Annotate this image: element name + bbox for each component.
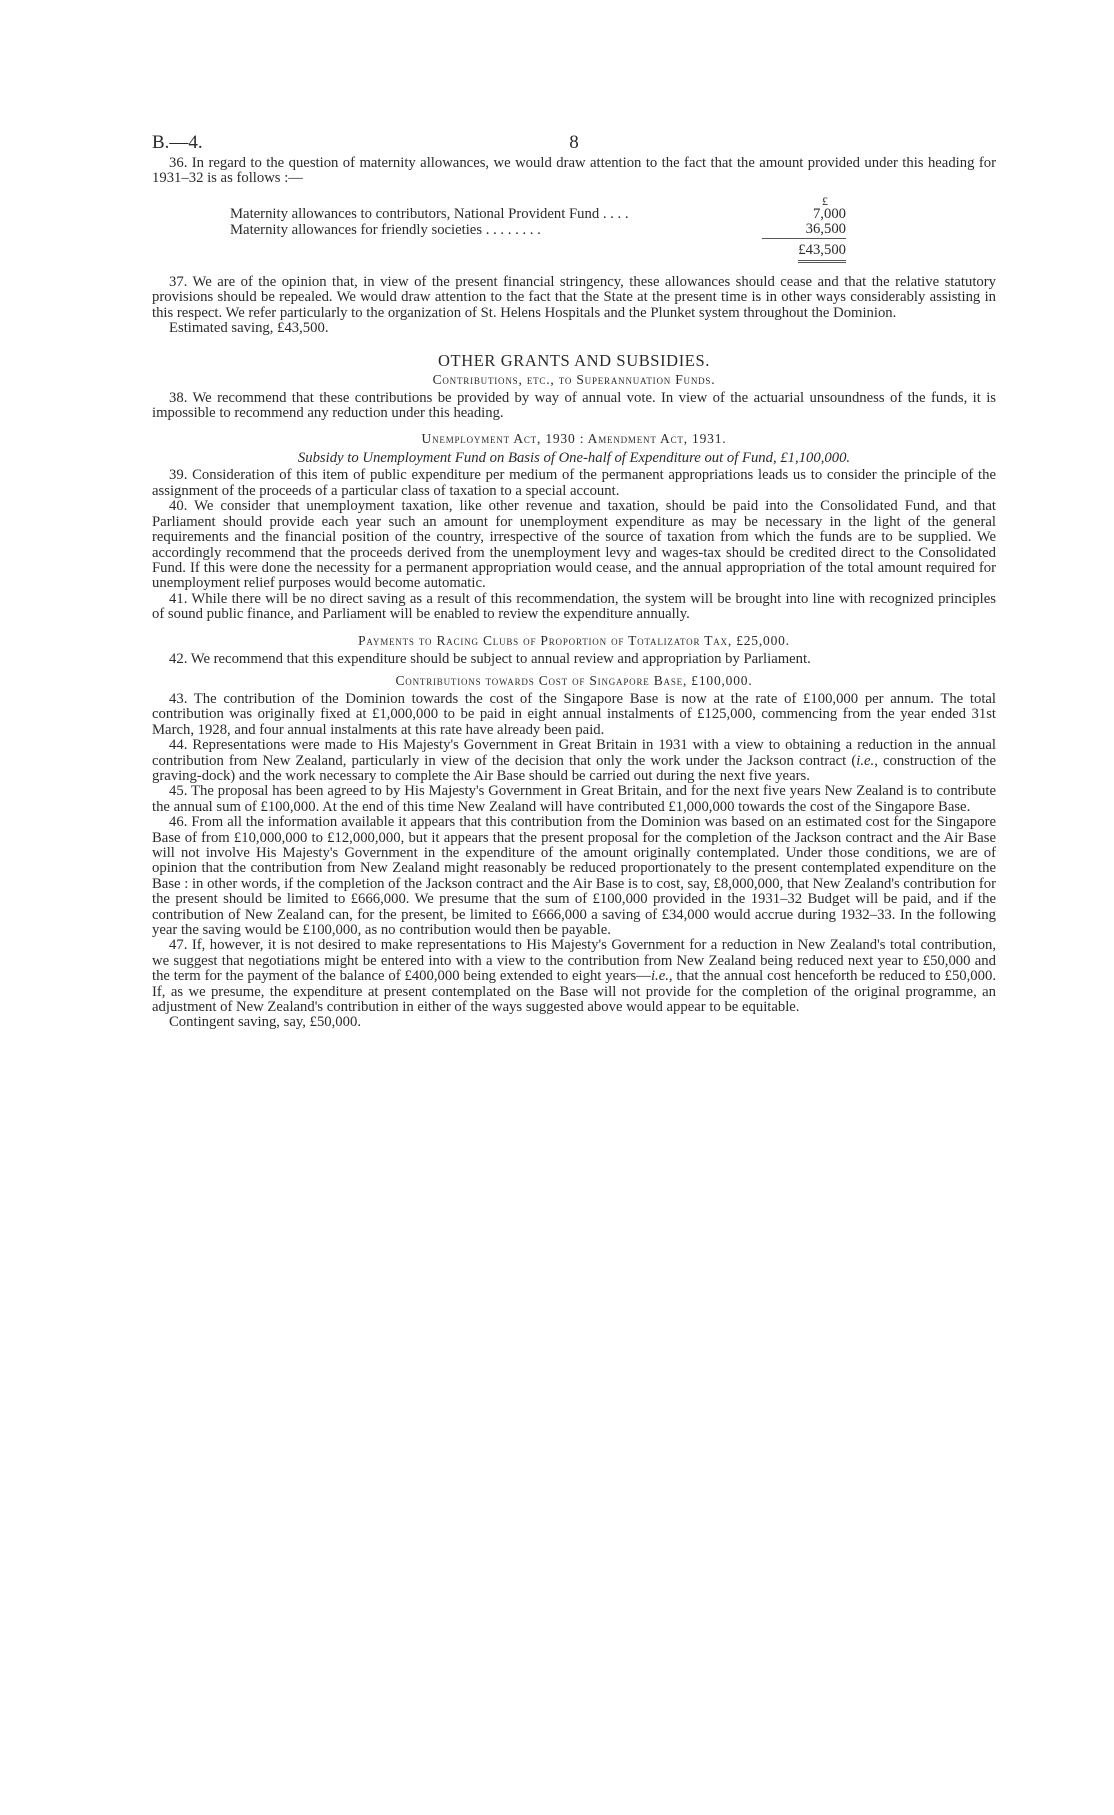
paragraph-39: 39. Consideration of this item of public expenditure per medium of the permanent appropriations leads us to consider the principle of the assignment of the proceeds of a particular class of taxation to a special account. [152, 467, 996, 499]
allowance-amount: 7,000 [812, 205, 846, 222]
paragraph-38: 38. We recommend that these contributions be provided by way of annual vote. In view of the actuarial unsoundness of the funds, it is impossible to recommend any reduction under this heading. [152, 389, 996, 422]
heading-superannuation: Contributions, etc., to Superannuation Funds. [432, 371, 716, 387]
paragraph-45: 45. The proposal has been agreed to by His Majesty's Government in Great Britain, and for the next five years New Zealand is to contribute the annual sum of £100,000. At the end of this time New Zealand will have contributed £1,000,000 towards the cost of the Singapore Base. [152, 783, 996, 815]
allowance-label: Maternity allowances to contributors, National Provident Fund . . . . [230, 205, 629, 222]
contingent-saving-47: Contingent saving, say, £50,000. [169, 1014, 362, 1031]
allowance-total: £43,500 [798, 243, 846, 263]
paragraph-44: 44. Representations were made to His Majesty's Government in Great Britain in 1931 with a view to obtaining a reduction in the annual contribution from New Zealand, particularly in view of the decision that only the work under the Jackson contract (i.e., construction of the graving-dock) and the work necessary to complete the Air Base should be carried out during the next five years. [152, 737, 996, 784]
paragraph-42: 42. We recommend that this expenditure should be subject to annual review and appropriation by Parliament. [169, 650, 811, 667]
paragraph-41: 41. While there will be no direct saving as a result of this recommendation, the system will be brought into line with recognized principles of sound public finance, and Parliament will be enabled to review the expenditure annually. [152, 590, 996, 623]
page-header [152, 132, 996, 156]
paragraph-36: 36. In regard to the question of maternity allowances, we would draw attention to the fact that the amount provided under this heading for 1931–32 is as follows :— [152, 155, 996, 187]
estimated-saving-37: Estimated saving, £43,500. [169, 320, 329, 337]
section-title: OTHER GRANTS AND SUBSIDIES. [438, 350, 710, 370]
paragraph-47: 47. If, however, it is not desired to make representations to His Majesty's Government for a reduction in New Zealand's total contribution, we suggest that negotiations might be entered into with a view to the contribution from New Zealand being reduced next year to £50,000 and the term for the payment of the balance of £400,000 being extended to eight years—i.e., that the annual cost henceforth be reduced to £50,000. If, as we presume, the expenditure at present contemplated on the Base will not provide for the completion of the original programme, an adjustment of New Zealand's contribution in either of the ways suggested above would appear to be equitable. [152, 937, 997, 1016]
subheading-unemployment-subsidy: Subsidy to Unemployment Fund on Basis of One-half of Expenditure out of Fund, £1,100,000. [297, 450, 851, 467]
currency-symbol: £ [822, 193, 828, 208]
paragraph-43: 43. The contribution of the Dominion towards the cost of the Singapore Base is now at the rate of £100,000 per annum. The total contribution was originally fixed at £1,000,000 to be paid in eight annual instalments of £125,000, commencing from the year ended 31st March, 1928, and four annual instalments at this rate have already been paid. [152, 690, 996, 738]
heading-racing-clubs: Payments to Racing Clubs of Proportion of Totalizator Tax, £25,000. [358, 632, 790, 648]
paragraph-40: 40. We consider that unemployment taxation, like other revenue and taxation, should be paid into the Consolidated Fund, and that Parliament should provide each year such an amount for unemployment expenditure as may be necessary in the light of the general requirements and the financial position of the country, irrespective of the source of taxation from which the funds are to be supplied. We accordingly recommend that the proceeds derived from the unemployment levy and wages-tax should be credited direct to the Consolidated Fund. If this were done the necessity for a permanent appropriation would cease, and the annual appropriation of the total amount required for unemployment relief purposes would become automatic. [152, 498, 996, 592]
heading-singapore-base: Contributions towards Cost of Singapore Base, £100,000. [395, 672, 753, 688]
paragraph-37: 37. We are of the opinion that, in view of the present financial stringency, these allowances should cease and that the relative statutory provisions should be repealed. We would draw attention to the fact that the State at the present time is in other ways considerably assisting in this respect. We refer particularly to the organization of St. Helens Hospitals and the Plunket system throughout the Dominion. [152, 274, 996, 321]
total-row [230, 238, 846, 263]
maternity-allowances-table [230, 195, 846, 263]
page-number: 8 [569, 132, 579, 153]
table-row [230, 222, 846, 238]
allowance-label: Maternity allowances for friendly societies . . . . . . . . [230, 221, 541, 238]
table-row [230, 195, 846, 222]
allowance-amount: 36,500 [805, 221, 846, 238]
document-page [152, 132, 996, 1031]
heading-unemployment: Unemployment Act, 1930 : Amendment Act, 1931. [421, 431, 727, 447]
document-reference: B.—4. [152, 132, 203, 153]
paragraph-46: 46. From all the information available it appears that this contribution from the Dominion was based on an estimated cost for the Singapore Base of from £10,000,000 to £12,000,000, but it appears that the present proposal for the completion of the Jackson contract and the Air Base will not involve His Majesty's Government in the expenditure of the amount originally contemplated. Under those conditions, we are of opinion that the contribution from New Zealand might reasonably be reduced proportionately to the present contemplated expenditure on the Base : in other words, if the completion of the Jackson contract and the Air Base is to cost, say, £8,000,000, that New Zealand's contribution for the present should be limited to £666,000. We presume that the sum of £100,000 provided in the 1931–32 Budget will be paid, and if the contribution of New Zealand can, for the present, be limited to £666,000 a saving of £34,000 would accrue during 1932–33. In the following year the saving would be £100,000, as no contribution would then be payable. [152, 814, 996, 939]
